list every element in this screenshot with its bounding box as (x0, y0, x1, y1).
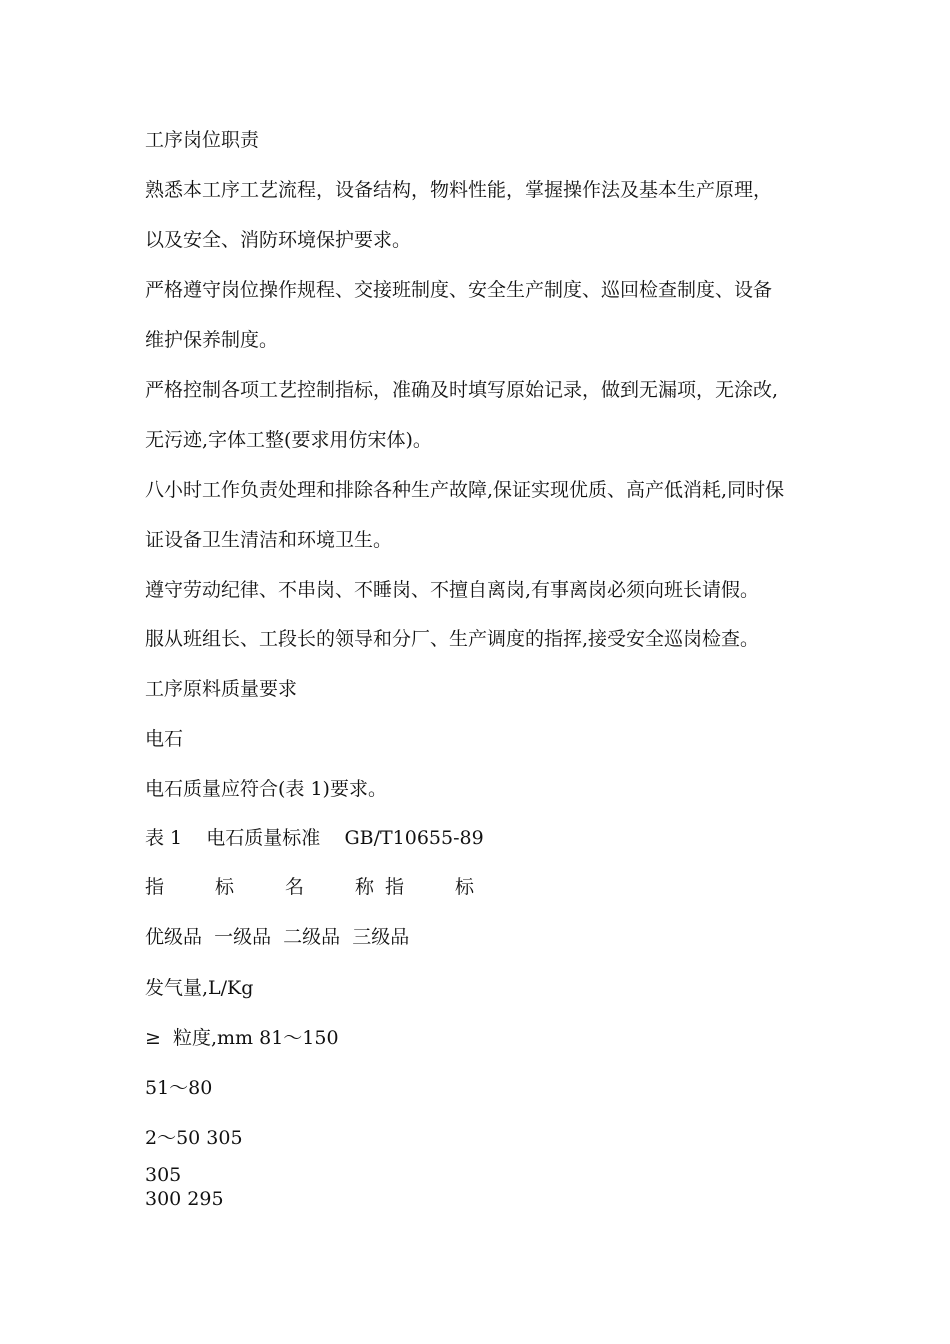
paragraph-line: 严格遵守岗位操作规程、交接班制度、安全生产制度、巡回检查制度、设备 (145, 279, 773, 301)
table-caption: 表 1 电石质量标准 GB/T10655-89 (145, 827, 484, 849)
table-line: 305 (145, 1164, 182, 1186)
paragraph-line: 服从班组长、工段长的领导和分厂、生产调度的指挥,接受安全巡岗检查。 (145, 628, 760, 650)
table-header-char: 称 (355, 876, 375, 898)
table-line: 优级品 一级品 二级品 三级品 (145, 926, 410, 948)
table-header-char: 标 (215, 876, 235, 898)
table-line: 300 295 (145, 1188, 224, 1210)
paragraph-line: 熟悉本工序工艺流程，设备结构，物料性能，掌握操作法及基本生产原理， (145, 179, 773, 201)
paragraph-line: 证设备卫生清洁和环境卫生。 (145, 529, 393, 551)
section-heading-duties: 工序岗位职责 (145, 129, 260, 151)
section-heading-materials: 工序原料质量要求 (145, 678, 298, 700)
paragraph-line: 以及安全、消防环境保护要求。 (145, 229, 412, 251)
table-header-char: 指 (145, 876, 165, 898)
paragraph-line: 电石质量应符合(表 1)要求。 (145, 778, 387, 800)
subsection-heading: 电石 (145, 728, 184, 750)
table-line: ≥ 粒度,mm 81～150 (145, 1027, 339, 1049)
paragraph-line: 无污迹,字体工整(要求用仿宋体)。 (145, 429, 432, 451)
table-header-char: 名 (285, 876, 305, 898)
paragraph-line: 八小时工作负责处理和排除各种生产故障,保证实现优质、高产低消耗,同时保 (145, 479, 785, 501)
table-line: 发气量,L/Kg (145, 977, 254, 999)
table-header-char: 指 (385, 876, 405, 898)
table-header-char: 标 (455, 876, 475, 898)
paragraph-line: 遵守劳动纪律、不串岗、不睡岗、不擅自离岗,有事离岗必须向班长请假。 (145, 579, 760, 601)
paragraph-line: 严格控制各项工艺控制指标，准确及时填写原始记录，做到无漏项，无涂改, (145, 379, 779, 401)
table-line: 2～50 305 (145, 1127, 243, 1149)
table-header-row (145, 875, 505, 899)
paragraph-line: 维护保养制度。 (145, 329, 279, 351)
table-line: 51～80 (145, 1077, 213, 1099)
